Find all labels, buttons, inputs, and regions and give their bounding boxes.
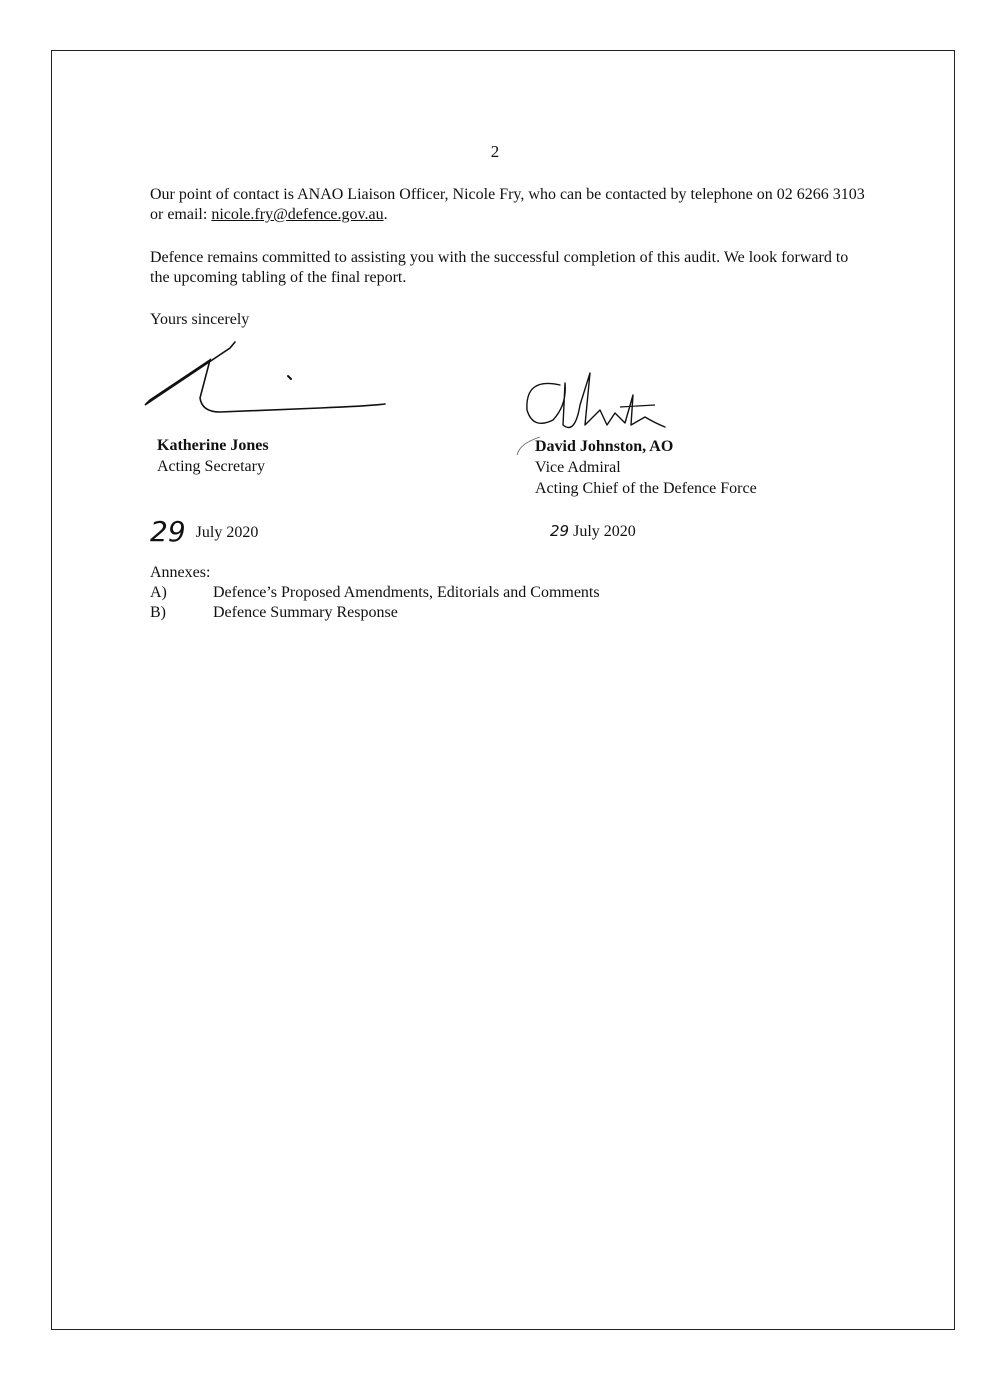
date-right [550, 522, 636, 541]
signer-title-right-2: Acting Chief of the Defence Force [535, 480, 757, 497]
page-border [51, 50, 955, 1330]
commitment-paragraph: Defence remains committed to assisting you with the successful completion of this audit. We look forward to the upcoming tabling of the final report. [150, 249, 849, 286]
handwritten-day-right: 29 [550, 522, 570, 540]
signer-title-left: Acting Secretary [157, 458, 265, 475]
date-rest-left: July 2020 [195, 524, 259, 541]
handwritten-day-left: 29 [150, 515, 186, 548]
page-number: 2 [490, 142, 500, 161]
contact-email-link[interactable]: nicole.fry@defence.gov.au [211, 206, 384, 223]
signature-katherine-jones [140, 340, 400, 420]
contact-text: Our point of contact is ANAO Liaison Officer, Nicole Fry, who can be contacted by telephone on 02 6266 3103 or email: [150, 186, 865, 223]
contact-paragraph [150, 185, 870, 225]
signer-name-left: Katherine Jones [157, 437, 269, 454]
date-left [150, 515, 258, 548]
annex-item [150, 584, 600, 602]
annex-item [150, 604, 398, 622]
signer-title-right-1: Vice Admiral [535, 459, 621, 476]
closing-salutation: Yours sincerely [150, 311, 250, 328]
date-rest-right: July 2020 [573, 523, 636, 540]
annex-letter: A) [150, 584, 167, 601]
annex-title: Defence Summary Response [213, 604, 398, 621]
annex-title: Defence’s Proposed Amendments, Editorials and Comments [213, 584, 600, 601]
annex-letter: B) [150, 604, 166, 621]
contact-text-end: . [383, 206, 388, 223]
signer-name-right: David Johnston, AO [535, 438, 674, 455]
annexes-heading: Annexes: [150, 564, 211, 581]
